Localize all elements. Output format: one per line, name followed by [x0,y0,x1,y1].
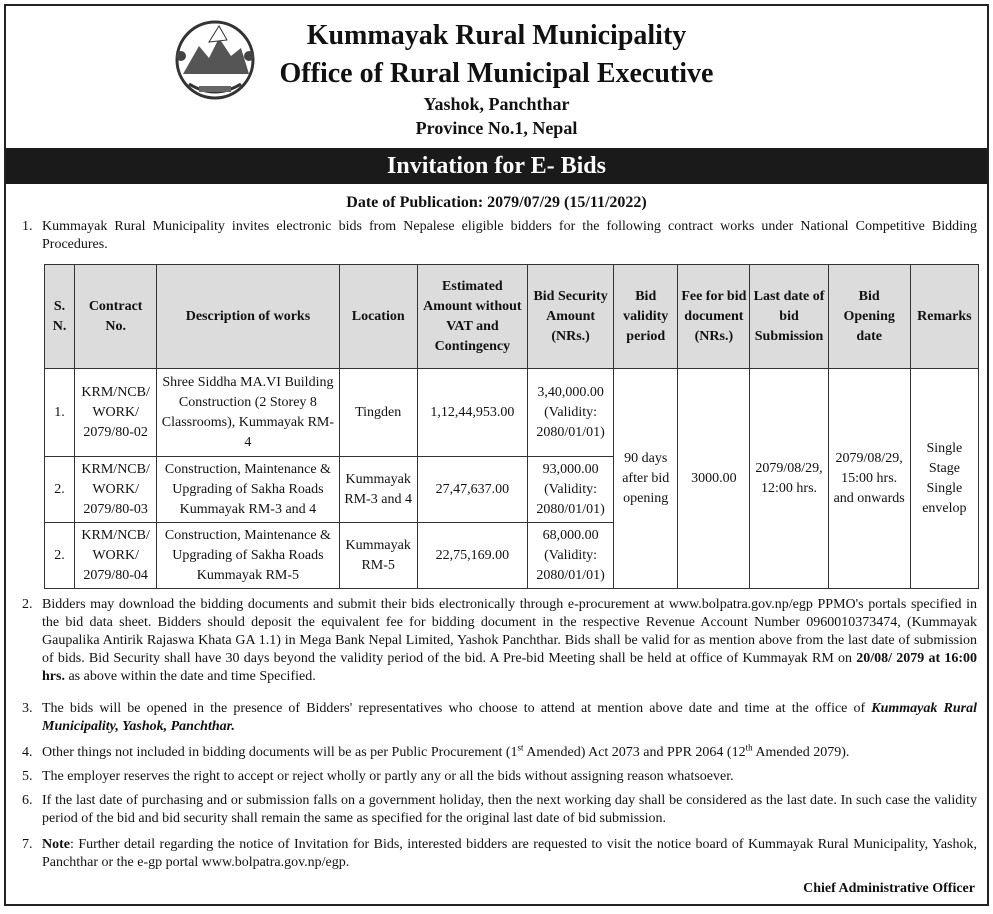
cell-sn: 2. [45,523,75,589]
cell-estimate: 27,47,637.00 [417,457,527,523]
col-header-description: Description of works [157,265,339,369]
col-header-opening: Bid Opening date [828,265,910,369]
col-header-remarks: Remarks [910,265,978,369]
notice-title-banner: Invitation for E- Bids [6,148,987,184]
letterhead [6,6,987,146]
clause-text [42,596,977,686]
table-header-row [45,265,979,369]
clause-number: 4. [22,745,33,760]
clause-7 [22,836,977,872]
cell-sn: 1. [45,369,75,457]
office-name: Office of Rural Municipal Executive [279,58,714,89]
cell-estimate: 1,12,44,953.00 [417,369,527,457]
clause-2-body: Bidders may download the bidding documents and submit their bids electronically through e-procurement at www.bolpatra.gov.np/egp PPMO's portals specified in the bid data sheet. Bidders should deposit the equivalent fee for bidding document in the respective Revenue Account Number 0960010373474, (Kummayak Gaupalika Antirik Rajaswa Khata GA 1.1) in Mega Bank Nepal Limited, Yashok Panchthar. Bids shall be valid for as mention above from the last date of submission of bids. Bid Security shall have 30 days beyond the validity period of the bid. A Pre-bid Meeting shall be held at office of Kummayak RM on [42,597,977,666]
clause-number: 3. [22,701,33,716]
clause-text [42,744,977,762]
clause-2-tail: as above within the date and time Specified. [64,669,316,684]
col-header-lastdate: Last date of bid Submission [750,265,828,369]
cell-location: Kummayak RM-5 [339,523,417,589]
cell-security: 68,000.00 (Validity: 2080/01/01) [528,523,614,589]
clause-2 [22,596,977,686]
cell-opening: 2079/08/29, 15:00 hrs. and onwards [828,369,910,589]
clause-number: 1. [22,219,33,234]
clause-number: 5. [22,769,33,784]
cell-validity: 90 days after bid opening [614,369,678,589]
clause-4-part-b: Amended) Act 2073 and PPR 2064 (12 [523,745,746,760]
notice-page [4,4,989,906]
clause-text [42,836,977,872]
clause-number: 6. [22,793,33,808]
clause-number: 2. [22,597,33,612]
col-header-fee: Fee for bid document (NRs.) [678,265,750,369]
clause-4-part-a: Other things not included in bidding documents will be as per Public Procurement (1 [42,745,518,760]
table-row [45,369,979,457]
col-header-sn: S. N. [45,265,75,369]
clause-4-part-c: Amended 2079). [752,745,850,760]
cell-location: Kummayak RM-3 and 4 [339,457,417,523]
col-header-contract: Contract No. [75,265,157,369]
province: Province No.1, Nepal [415,118,578,138]
prebid-meeting-datetime: 20/08/ 2079 at 16:00 hrs. [42,651,977,684]
cell-contract: KRM/NCB/ WORK/ 2079/80-03 [75,457,157,523]
col-header-estimate: Estimated Amount without VAT and Contingency [417,265,527,369]
cell-estimate: 22,75,169.00 [417,523,527,589]
clause-1 [22,218,977,254]
cell-location: Tingden [339,369,417,457]
clause-text: Kummayak Rural Municipality invites electronic bids from Nepalese eligible bidders for the following contract works under National Competitive Bidding Procedures. [42,219,977,252]
clause-text [42,700,977,736]
col-header-security: Bid Security Amount (NRs.) [528,265,614,369]
cell-description: Construction, Maintenance & Upgrading of Sakha Roads Kummayak RM-5 [157,523,339,589]
clause-6 [22,792,977,828]
publication-date: Date of Publication: 2079/07/29 (15/11/2022) [346,194,647,211]
cell-security: 93,000.00 (Validity: 2080/01/01) [528,457,614,523]
clause-text: If the last date of purchasing and or submission falls on a government holiday, then the next working day shall be considered as the last date. In such case the validity period of the bid and bid security shall remain the same as specified for the original last date of bid submission. [42,793,977,826]
cell-description: Shree Siddha MA.VI Building Construction (2 Storey 8 Classrooms), Kummayak RM-4 [157,369,339,457]
cell-contract: KRM/NCB/ WORK/ 2079/80-02 [75,369,157,457]
office-address: Yashok, Panchthar [423,94,570,114]
cell-lastdate: 2079/08/29, 12:00 hrs. [750,369,828,589]
bid-opening-venue: Kummayak Rural Municipality, Yashok, Panchthar. [42,701,977,734]
clause-5 [22,768,977,786]
cell-sn: 2. [45,457,75,523]
cell-security: 3,40,000.00 (Validity: 2080/01/01) [528,369,614,457]
cell-contract: KRM/NCB/ WORK/ 2079/80-04 [75,523,157,589]
cell-description: Construction, Maintenance & Upgrading of Sakha Roads Kummayak RM-3 and 4 [157,457,339,523]
cell-fee: 3000.00 [678,369,750,589]
clause-3 [22,700,977,736]
municipality-name: Kummayak Rural Municipality [306,20,687,51]
note-label: Note [42,837,70,852]
ordinal-suffix: th [745,742,753,753]
clause-number: 7. [22,837,33,852]
signatory-title: Chief Administrative Officer [803,881,975,896]
clause-7-body: : Further detail regarding the notice of Invitation for Bids, interested bidders are requested to visit the notice board of Kummayak Rural Municipality, Yashok, Panchthar or the e-gp portal www.bolpatra.gov.np/egp. [42,837,977,870]
cell-remarks: Single Stage Single envelop [910,369,978,589]
col-header-validity: Bid validity period [614,265,678,369]
clause-4 [22,744,977,762]
bid-table [44,264,979,589]
clause-3-body: The bids will be opened in the presence of Bidders' representatives who choose to attend at mention above date and time at the office of [42,701,872,716]
col-header-location: Location [339,265,417,369]
ordinal-suffix: st [517,742,524,753]
clause-text: The employer reserves the right to accept or reject wholly or partly any or all the bids without assigning reason whatsoever. [42,769,734,784]
